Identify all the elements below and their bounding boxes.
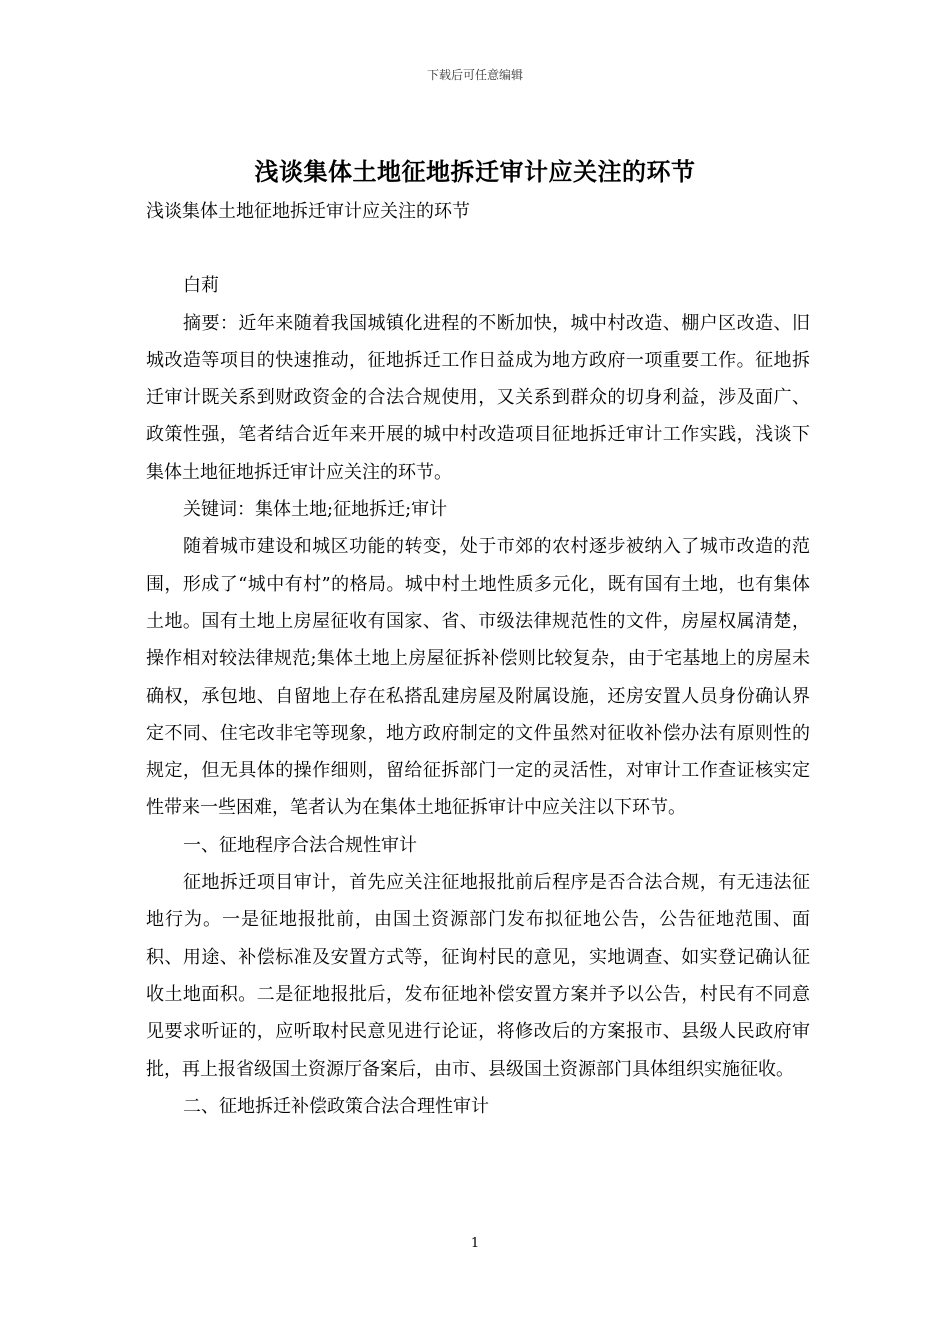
document-subtitle: 浅谈集体土地征地拆迁审计应关注的环节 (146, 201, 470, 222)
intro-paragraph: 随着城市建设和城区功能的转变，处于市郊的农村逐步被纳入了城市改造的范围，形成了“城中有村”的格局。城中村土地性质多元化，既有国有土地，也有集体土地。国有土地上房屋征收有国家、省、市级法律规范性的文件，房屋权属清楚，操作相对较法律规范;集体土地上房屋征拆补偿则比较复杂，由于宅基地上的房屋未确权，承包地、自留地上存在私搭乱建房屋及附属设施，还房安置人员身份确认界定不同、住宅改非宅等现象，地方政府制定的文件虽然对征收补偿办法有原则性的规定，但无具体的操作细则，留给征拆部门一定的灵活性，对审计工作查证核实定性带来一些困难，笔者认为在集体土地征拆审计中应关注以下环节。 (146, 536, 810, 819)
section-1-paragraph: 征地拆迁项目审计，首先应关注征地报批前后程序是否合法合规，有无违法征地行为。一是征地报批前，由国土资源部门发布拟征地公告，公告征地范围、面积、用途、补偿标准及安置方式等，征询村民的意见，实地调查、如实登记确认征收土地面积。二是征地报批后，发布征地补偿安置方案并予以公告，村民有不同意见要求听证的，应听取村民意见进行论证，将修改后的方案报市、县级人民政府审批，再上报省级国土资源厅备案后，由市、县级国土资源部门具体组织实施征收。 (146, 872, 810, 1080)
document-body (146, 193, 810, 1125)
abstract-paragraph: 摘要：近年来随着我国城镇化进程的不断加快，城中村改造、棚户区改造、旧城改造等项目的快速推动，征地拆迁工作日益成为地方政府一项重要工作。征地拆迁审计既关系到财政资金的合法合规使用，又关系到群众的切身利益，涉及面广、政策性强，笔者结合近年来开展的城中村改造项目征地拆迁审计工作实践，浅谈下集体土地征地拆迁审计应关注的环节。 (146, 312, 810, 483)
keywords-line: 关键词：集体土地;征地拆迁;审计 (183, 499, 448, 521)
section-1-heading: 一、征地程序合法合规性审计 (183, 834, 417, 856)
page-header-note: 下载后可任意编辑 (426, 68, 523, 82)
page-number: 1 (470, 1236, 480, 1251)
author-name: 白莉 (183, 275, 219, 297)
section-2-heading: 二、征地拆迁补偿政策合法合理性审计 (183, 1095, 489, 1117)
document-title: 浅谈集体土地征地拆迁审计应关注的环节 (254, 157, 696, 186)
